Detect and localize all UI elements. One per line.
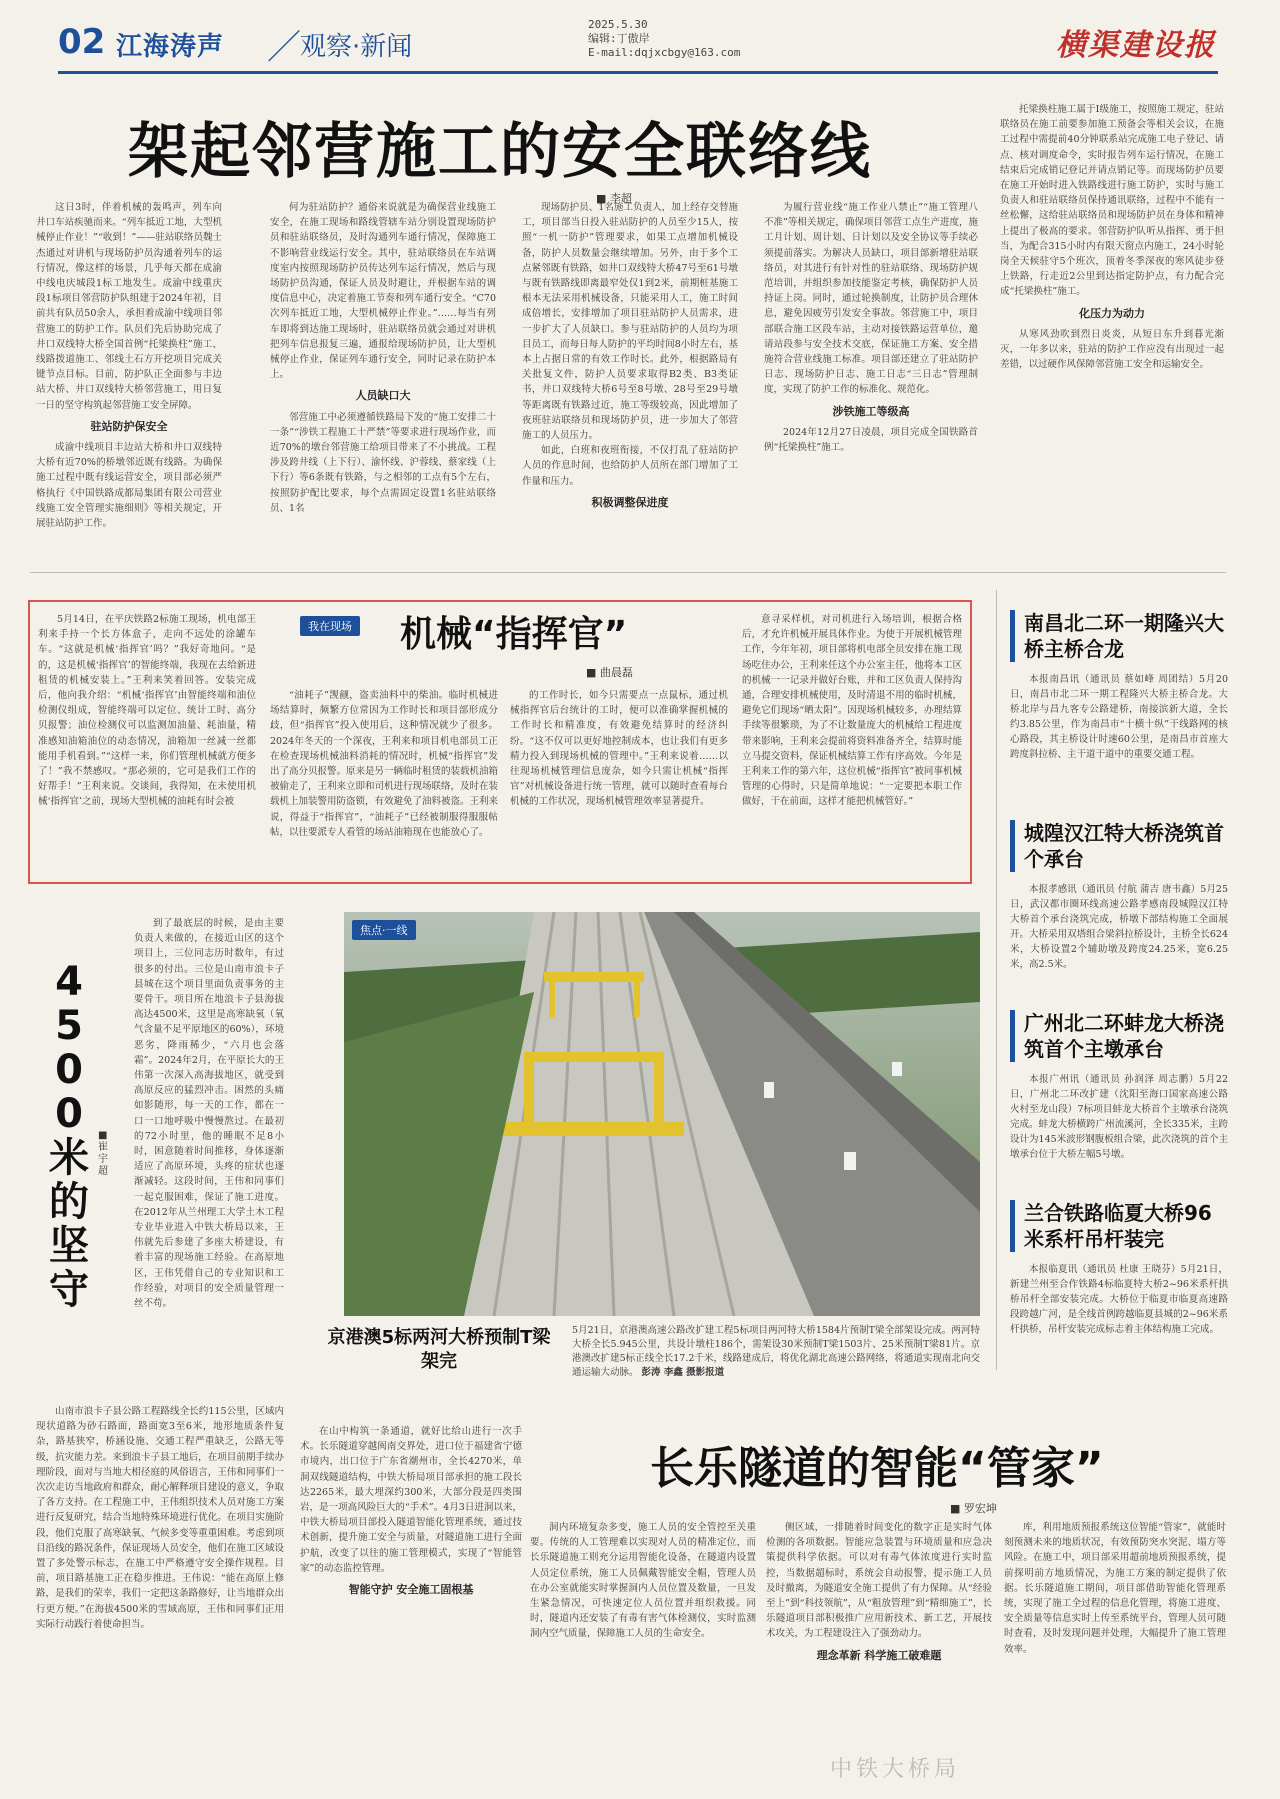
page-number: 02 [58,22,106,62]
feature-col-2: 山南市浪卡子县公路工程路线全长约115公里，区域内现状道路为砂石路面，路面宽3至6米，地形地质条件复杂，路基狭窄，桥涵设施、交通工程严重缺乏，公路无等级，抗灾能力差。来到浪卡子县工地后，在项目前期手续办理阶段，面对与当地大相径庭的风俗语言，王伟和同事们一次次走访当地政府和群众，耐心解释项目建设的意义，争取了各方支持。在工程施工中，王伟组织技术人员对施工方案进行反复研究，结合当地特殊环境进行优化。在项目实施阶段，他们克服了高寒缺氧、气候多变等重重困难。考虑到项目沿线的路况条件，保证现场人员安全，他们在施工区域设置了多处警示标志，在施工中严格遵守安全操作规程。目前，项目路基施工正在稳步推进。王伟说：“能在高原上修路，是我们的荣幸，我们一定把这条路修好，让当地群众出行更方便。”在海拔4500米的雪域高原，王伟和同事们正用实际行动践行着使命担当。 [36,1406,284,1630]
bridge-photo [344,912,980,1316]
sidebar-body-4: 本报临夏讯（通讯员 杜康 王晓芬）5月21日，新建兰州至合作铁路4标临夏特大桥2~96米系杆拱桥吊杆全部安装完成。大桥位于临夏市临夏高速路段跨越广河，是全线首例跨越临夏县城的2~96米系杆拱桥，吊杆安装完成标志着主体结构施工完成。 [1010,1264,1228,1335]
machine-byline: ■ 曲晨磊 [586,666,633,679]
tunnel-sub-2: 理念革新 科学施工破难题 [816,1648,942,1662]
lead-col-2: 何为驻站防护？通俗来说就是为确保营业线施工安全，在施工现场和路线管辖车站分别设置现场防护员和驻站联络员，及时沟通列车通行情况，保障施工不影响营业线运行安全。其中，驻站联络员在车站调度室内按照现场防护员传达列车运行情况，然后与现场防护员沟通，保证人员及时避让，并根据车站的调度信息中心，决定着施工节奏和列车通行安全。“C70次列车抵近工地，大型机械停止作业。”……每当有列车即将到达施工现场时，驻站联络员就会通过对讲机把列车信息报复三遍，通报给现场防护员，让大型机械停止作业，保证列车通行安全，同时记录在防护本上。 人员缺口大 邻营施工中必须遵循铁路局下发的“施工安排二十一条”“涉铁工程施工十严禁”等要求进行现场作业，而近70%的墩台邻营施工给项目带来了不小挑战。工程涉及跨井线（上下行）、渝怀线、沪蓉线、蔡家线（上下行）等6条既有铁路，与之相邻的工点有5个左右，按照防护配比要求，每个点需固定设置1名驻站联络员、1名 [270,202,496,514]
bridge-photo-svg [344,912,980,1316]
photo-tag: 焦点·一线 [352,920,416,940]
sidebar-divider [996,590,997,1370]
subsection-name: 观察·新闻 [300,32,413,62]
machine-col-2: “油耗子”觊觎，盗卖油料中的柴油。临时机械进场结算时，频繁方位常因为工作时长和项目部形成分歧，但“指挥官”投入使用后，这种情况就少了很多。2024年冬天的一个深夜，王利来和项目机电部员工正在检查现场机械油料消耗的情况时，机械“指挥官”发出了高分贝报警。原来是另一辆临时租赁的装载机油箱被偷走了，王利来立即和司机进行现场联络，及时在装载机上加装警用防盗锁，有效避免了油料被盗。王利来说，得益于“指挥官”，“油耗子”已经被制服得服服帖帖，以往要派专人看管的场站油箱现在也能放心了。 [270,690,498,838]
sidebar-title-1: 南昌北二环一期隆兴大桥主桥合龙 [1010,610,1228,662]
lead-col-5: 托梁换柱施工属于Ⅰ级施工，按照施工规定，驻站联络员在施工前要参加施工预备会等相关会议，在施工过程中需提前40分钟联系站完成施工电子登记、请点、核对调度命令，实时报告列车运行情况，在施工结束后完成销记登记并请点销记等。而现场防护员要在施工开始时进入铁路线进行施工防护，实时与施工负责人和驻站联络员保持通讯联络，过程中不能有一丝松懈，这给驻站联络员和现场防护员在身体和精神上提出了极高的要求。邻营防护队听从指挥、勇于担当，为配合315小时内有限天窗点内施工，24小时轮岗全天候驻守5个班次，顶着冬季深夜的寒风徒步登上铁路，行走近2公里到达指定防护点，有力配合完成“托梁换柱”施工。 化压力为动力 从寒风劲吹到烈日炎炎，从短日东升到暮光渐灭，一年多以来，驻站的防护工作应没有出现过一起差错，以过硬作风保障邻营施工安全和运输安全。 [1000,104,1224,371]
issue-date: 2025.5.30 [588,18,648,31]
sidebar-title-2: 城隍汉江特大桥浇筑首个承台 [1010,820,1228,872]
sidebar-body-2: 本报孝感讯（通讯员 付航 蒲吉 唐韦鑫）5月25日，武汉都市圈环线高速公路孝感南段城隍汉江特大桥首个承台浇筑完成，桥墩下部结构施工全面展开。大桥采用双塔组合梁斜拉桥设计，主桥全长624米，大桥设置2个辅助墩及跨度24.25米，宽6.25米，高2.5米。 [1010,884,1228,970]
sidebar-story-4 [1010,1200,1228,1337]
watermark: 中铁大桥局 [830,1757,961,1782]
machine-tag: 我在现场 [300,616,360,636]
sidebar-story-3 [1010,1010,1228,1162]
header-rule [58,71,1218,74]
lead-sub-2: 人员缺口大 [355,389,411,403]
tunnel-col-1: 在山中构筑一条通道，就好比给山进行一次手术。长乐隧道穿越闽南交界处，进口位于福建省宁德市境内，出口位于广东省潮州市，全长4270米，单洞双线隧道结构，中铁大桥局项目部承担的施工段长达2265米，最大埋深约300米，大部分段是四类围岩，是一项高风险巨大的“手术”。4月3日进洞以来，中铁大桥局项目部投入隧道智能化管理系统，通过技术创新，提升施工安全与质量，对隧道施工进行全面护航，改变了以往的施工管理模式，实现了“智能管家”的动态监控管理。 智能守护 安全施工固根基 [300,1426,522,1597]
email: E-mail:dqjxcbgy@163.com [588,46,741,59]
tunnel-col-4: 库，利用地质预报系统这位智能“管家”，就能时刻预测未来的地质状况，有效预防突水突泥、塌方等风险。在施工中，项目部采用超前地质预报系统，提前探明前方地质情况，为施工方案的制定提供了依据。长乐隧道施工期间，项目部借助智能化管理系统，实现了施工全过程的信息化管理，将施工进度、安全质量等信息实时上传至系统平台，管理人员可随时查看，及时发现问题并处理，大幅提升了施工管理效率。 [1004,1522,1226,1655]
lead-sub-4: 涉铁施工等级高 [832,404,910,418]
header-meta [588,18,740,60]
lead-headline: 架起邻营施工的安全联络线 [128,117,872,187]
machine-col-4: 意寻采样机，对司机进行入场培训，根据合格后，才允许机械开展具体作业。为使于开展机械管理工作，今年年初，项目部将机电部全员安排在施工现场吃住办公，王利来任这个办公室主任，他将本工区的机械一一记录并做好台账，并和工区负责人保持沟通，合理安排机械使用，及时清退不用的临时机械，避免它们现场“晒太阳”。因现场机械较多，办理结算手续等很繁琐，为了不让数量庞大的机械给工程进度带来影响，王利来会提前将资料准备齐全，结算时能立马提交资料，保证机械结算工作有序高效。今年是王利来工作的第六年，这位机械“指挥官”被同事机械管理的心得时，只是简单地说：“一定要把本职工作做好，干在前面，这样才能把机械管好。” [742,614,962,808]
tunnel-col-3: 侧区域，一排随着时间变化的数字正是实时气体检测的各项数据。智能应急装置与环境质量和应急决策提供科学依据。可以对有毒气体浓度进行实时监控，当数据超标时，系统会自动报警，提示施工人员及时撤离，为隧道安全施工提供了有力保障。从“经验至上”到“科技领航”，从“粗放管理”到“精细施工”，长乐隧道项目部积极推广应用新技术、新工艺，开展技术攻关，为工程建设注入了强劲动力。 理念革新 科学施工破难题 [766,1522,992,1662]
divider [30,572,1226,573]
sidebar-title-4: 兰合铁路临夏大桥96米系杆吊杆装完 [1010,1200,1228,1252]
editor: 编辑:丁傲岸 [588,32,650,45]
lead-byline: ■ 李超 [596,192,632,205]
tunnel-sub-1: 智能守护 安全施工固根基 [348,1583,474,1597]
machine-col-3: 的工作时长，如今只需要点一点鼠标，通过机械指挥官后台统计的工时，便可以准确掌握机械的工作时长和精准度，有效避免结算时的经济纠纷。“这不仅可以更好地控制成本，也让我们有更多精力投入到现场机械的管理中。”王利来说着……以往现场机械管理信息庞杂，如今只需让机械“指挥官”对机械设备进行统一管理，就可以随时查看每台机械的工作状况，现场机械管理效率显著提升。 [510,690,728,808]
lead-col-1: 这日3时，伴着机械的轰鸣声，列车向井口车站疾驰而来。“列车抵近工地，大型机械停止作业！”“收到！”——驻站联络员魏士杰通过对讲机与现场防护员沟通着列车的运行情况，像这样的场景，几乎每天都在成渝中线电庆城段1标工地发生。成渝中线重庆段1标项目邻营防护队组建于2024年初，目前共有队员50余人，承担着成渝中线项目邻营施工的防护工作。队员们先后协助完成了井口双线特大桥全国首例“托梁换柱”施工、线路拨道施工、邻线土石方开挖项目完成关键节点目标。目前，防护队正全面参与丰边站大桥、井口双线特大桥邻营施工，用日复一日的坚守构筑起邻营施工安全屏障。 驻站防护保安全 成渝中线项目丰边站大桥和井口双线特大桥有近70%的桥墩邻近既有线路。为确保施工过程中既有线运营安全，项目部必须严格执行《中国铁路成都局集团有限公司营业线施工安全管理实施细则》等相关规定，开展驻站防护工作。 [36,202,222,530]
photo-caption: 5月21日，京港澳高速公路改扩建工程5标项目两河特大桥1584片预制T梁全部架设完成。两河特大桥全长5.945公里，共设计墩柱186个，需架设30米预制T梁1503片、25米预制T梁81片。京港澳改扩建5标正线全长17.2千米，线路建成后，将优化湖北高速公路网络，将通道实现南北向交通运输大动脉。 彭涛 李鑫 摄影报道 [572,1325,980,1378]
sidebar-body-3: 本报广州讯（通讯员 孙润泽 周志鹏）5月22日，广州北二环改扩建（沈阳至海口国家高速公路火村至龙山段）7标项目蚌龙大桥首个主墩承台浇筑完成。蚌龙大桥横跨广州流溪河，全长335米，主跨设计为145米波形钢腹板组合梁，此次浇筑的首个主墩承台位于大桥左幅5号墩。 [1010,1074,1228,1160]
tunnel-headline: 长乐隧道的智能“管家” [650,1443,1104,1494]
sidebar-title-3: 广州北二环蚌龙大桥浇筑首个主墩承台 [1010,1010,1228,1062]
tunnel-col-2: 洞内环境复杂多变，施工人员的安全管控至关重要。传统的人工管理难以实现对人员的精准定位，而长乐隧道施工则充分运用智能化设备，在隧道内设置人员定位系统，施工人员佩戴智能安全帽，管理人员在办公室就能实时掌握洞内人员位置及数量，一旦发生紧急情况，可快速定位人员位置并组织救援。同时，隧道内还安装了有毒有害气体检测仪，实时监测洞内空气质量，保障施工人员的生命安全。 [530,1522,756,1640]
feature-byline: ■ 崔宇超 [98,1130,108,1177]
machine-col-1: 5月14日，在平庆铁路2标施工现场，机电部王利来手持一个长方体盒子，走向不远处的涂罐车车。“这就是机械‘指挥官’吗？”我好奇地问。“是的，这是机械‘指挥官’的智能终端，我现在去给新进租赁的机械安装上。”王利来笑着回答。安装完成后，他向我介绍：“机械‘指挥官’由智能终端和油位检测仪组成，智能终端可以定位、统计工时、高分贝报警；油位检测仪可以监测加油量、耗油量，精准感知油箱油位的动态情况，油箱加一丝减一丝都能用手机看到。”“这样一来，你们管理机械就方便多了！”我不禁感叹。“那必须的，它可是我们工作的好帮手！”王利来说。交谈间，我得知，在未使用机械‘指挥官’之前，现场大型机械的油耗有时会被 [38,614,256,808]
machine-headline: 机械“指挥官” [400,614,628,655]
photo-caption-title: 京港澳5标两河大桥预制T梁架完 [327,1327,551,1372]
lead-col-3: 现场防护员、1名施工负责人，加上经存交替施工，项目部当日投入驻站防护的人员至少15人，按照“一机一防护”管理要求，如果工点增加机械设备，防护人员数量会继续增加。另外，由于多个工点紧邻既有铁路，如井口双线特大桥47号至61号墩与既有铁路线即离最窄处仅1到2米，前期桩基施工根本无法采用机械设备，只能采用人工，施工时间成倍增长，安排增加了项目驻站防护人员需求，进一步扩大了人员缺口。参与驻站防护的人员均为项目员工，而每日每人防护的平均时间8小时左右，基本上占据日常的有效工作时长。此外，根据路局有关批复文件，防护人员要求取得B2类、B3类证书，井口双线特大桥6号至8号墩、28号至29号墩等距离既有铁路过近，施工等级较高，因此增加了夜班驻站联络员和现场防护员，进一步加大了邻营施工的人员压力。 如此，白班和夜班衔接，不仅打乱了驻站防护人员的作息时间，也给防护人员所在部门增加了工作量和压力。 积极调整保进度 [522,202,738,509]
sidebar-body-1: 本报南昌讯（通讯员 蔡如峰 周团结）5月20日，南昌市北二环一期工程隆兴大桥主桥合龙。大桥北岸与昌九客专公路建桥，南接滨新大道，全长约3.85公里，作为南昌市“十横十纵”干线路网的核心路段，其主桥设计时速60公里，是南昌市首座大跨度斜拉桥、主干道干道中的重要交通工程。 [1010,674,1228,760]
section-slash: ／ [267,28,301,68]
sidebar-story-1 [1010,610,1228,762]
lead-sub-5: 化压力为动力 [1079,306,1145,320]
sidebar-story-2 [1010,820,1228,972]
feature-col-1: 到了最底层的时候，是由主要负责人来做的，在接近山区的这个项目上，三位同志历时数年，有过很多的付出。三位是山南市浪卡子县城在这个项目里面负责事务的主要骨干。项目所在地浪卡子县海拔高达4500米，这里是高寒缺氧（氧气含量不足平原地区的60%），环境恶劣，降雨稀少，“六月也会落霜”。2024年2月，在平原长大的王伟第一次深入高海拔地区，就受到高原反应的猛烈冲击。困然的头痛如影随形，每一天的工作，都在一口一口地呼吸中慢慢熬过。在最初的72小时里，他的睡眠不足8小时，困意随着时间推移，身体逐渐适应了高原环境，头疼的症状也逐渐减轻。这段时间，王伟和同事们一起克服困难，保证了施工进度。在2012年从兰州理工大学土木工程专业毕业进入中铁大桥局以来，王伟就先后参建了多座大桥建设，有着丰富的现场施工经验。在高原地区，王伟凭借自己的专业知识和工作经验，对项目的安全质量管理一丝不苟。 [134,918,284,1310]
photo-credit: 彭涛 李鑫 摄影报道 [641,1367,725,1378]
tunnel-byline: ■ 罗宏坤 [950,1502,997,1515]
feature-headline: 4500米的坚守 [49,959,89,1313]
lead-sub-3: 积极调整保进度 [591,495,669,509]
lead-col-4: 为履行营业线“施工作业八禁止”“施工管理八不准”等相关规定，确保项目邻营工点生产进度，施工月计划、周计划、日计划以及安全协议等手续必须提前落实。为解决人员缺口，项目部新增驻站联络员，对其进行有针对性的驻站联络、现场防护规范培训，并组织参加技能鉴定考核，确保防护人员持证上岗。同时，通过轮换制度，让防护员合理休息，避免因疲劳引发安全事故。邻营施工中，项目部联合施工区段车站，主动对接铁路运营单位，邀请站段参与安全技术交底，保证施工方案、安全措施符合营业线施工标准。项目部还建立了驻站防护日志、现场防护日志、施工日志“三日志”管理制度，实现了防护工作的标准化、规范化。 涉铁施工等级高 2024年12月27日凌晨，项目完成全国铁路首例“托梁换柱”施工。 [764,202,978,454]
lead-sub-1: 驻站防护保安全 [90,419,168,433]
masthead-logo: 横渠建设报 [1056,28,1216,63]
section-name: 江海涛声 [116,32,225,62]
